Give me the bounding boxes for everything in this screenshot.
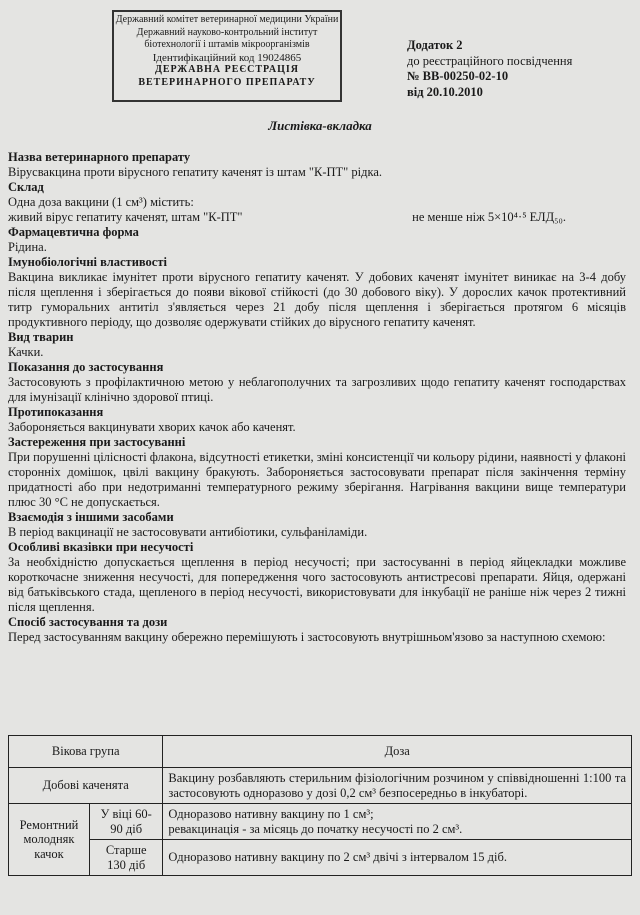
section-text: При порушенні цілісності флакона, відсутності етикетки, зміні консистенції чи кольору рідини, наявності у флаконі сторонніх домішок, цвілі вакцину бракують. Забороняється застосовувати препарат після закінчення терміну придатності або при недотриманні температурного режиму зберігання. Нагрівання вакцини вище температури плюс 30 °С не допускається. bbox=[8, 450, 626, 509]
section-text: В період вакцинації не застосовувати антибіотики, сульфаніламіди. bbox=[8, 525, 368, 539]
section-heading: Фармацевтична форма bbox=[8, 225, 139, 239]
section-text: За необхідністю допускається щеплення в період несучості; при застосуванні в період яйцекладки можливе короткочасне зниження несучості, для попередження чого застосовують антистресові препарати. Яйця, одержані від батьківського стада, щепленого в період несучості, використовувати для інкубації не раніше ніж через 2 тижні після щеплення. bbox=[8, 555, 626, 614]
stamp-line: Державний науково-контрольний інститут bbox=[136, 26, 318, 38]
dose-cell bbox=[163, 804, 632, 840]
stamp-line: ВЕТЕРИНАРНОГО ПРЕПАРАТУ bbox=[138, 76, 316, 88]
section-heading: Показання до застосування bbox=[8, 360, 164, 374]
dose-cell: Одноразово нативну вакцину по 2 см³ двічі з інтервалом 15 діб. bbox=[163, 840, 632, 876]
stamp-line: Державний комітет ветеринарної медицини України bbox=[115, 14, 339, 25]
table-row bbox=[9, 840, 632, 876]
table-header-row bbox=[9, 736, 632, 768]
subgroup-cell: Старше 130 діб bbox=[90, 840, 163, 876]
section-text: Вірусвакцина проти вірусного гепатиту каченят із штам "К-ПТ" рідка. bbox=[8, 165, 383, 179]
section-heading: Особливі вказівки при несучості bbox=[8, 540, 194, 554]
table-row bbox=[9, 804, 632, 840]
section-heading: Назва ветеринарного препарату bbox=[8, 150, 191, 164]
annex-line: до реєстраційного посвідчення bbox=[407, 53, 573, 68]
section-heading: Імунобіологічні властивості bbox=[8, 255, 167, 269]
section-text: Вакцина викликає імунітет проти вірусного гепатиту каченят. У добових качeнят імунітет виникає на 3-4 добу після щеплення і зберігається до появи вікової стійкості (до 30 добового віку). У дорослих качок протективний титр гуморальних антитіл з'являється через 21 добу після щеплення і зберігається протягом 6 місяців продуктивного періоду, що дозволяє одержувати стійких до вірусного гепатиту качeнят. bbox=[8, 270, 626, 329]
section-heading: Склад bbox=[8, 180, 44, 194]
section-text: Качки. bbox=[8, 345, 44, 359]
stamp-line: ДЕРЖАВНА РЕЄСТРАЦІЯ bbox=[155, 64, 299, 75]
registration-stamp bbox=[112, 10, 342, 102]
composition-amount: не менше ніж 5×10⁴·⁵ ЕЛД₅₀. bbox=[412, 210, 566, 224]
dose-cell: Вакцину розбавляють стерильним фізіологічним розчином у співвідношенні 1:100 та застосовують одноразово у дозі 0,2 см³ безпосередньо в інкубаторі. bbox=[163, 768, 632, 804]
stamp-code: Ідентифікаційний код 19024865 bbox=[152, 51, 302, 64]
section-heading: Спосіб застосування та дози bbox=[8, 615, 168, 629]
table-row bbox=[9, 768, 632, 804]
section-heading: Вид тварин bbox=[8, 330, 74, 344]
age-cell: Добові качeнята bbox=[9, 768, 163, 804]
section-text: Забороняється вакцинувати хворих качок або качeнят. bbox=[8, 420, 296, 434]
annex-date: від 20.10.2010 bbox=[407, 84, 483, 99]
table-header-dose: Доза bbox=[163, 736, 632, 768]
dosage-table bbox=[8, 735, 632, 876]
section-heading: Взаємодія з іншими засобами bbox=[8, 510, 174, 524]
section-heading: Застереження при застосуванні bbox=[8, 435, 186, 449]
document-body bbox=[8, 150, 626, 645]
annex-block bbox=[407, 38, 572, 100]
dose-line: ревакцинація - за місяць до початку несучості по 2 см³. bbox=[168, 821, 463, 836]
section-text: Рідина. bbox=[8, 240, 47, 254]
annex-number: № ВВ-00250-02-10 bbox=[407, 69, 509, 83]
document-title: Листівка-вкладка bbox=[268, 118, 372, 133]
dose-line: Одноразово нативну вакцину по 1 см³; bbox=[168, 807, 374, 821]
section-text: Перед застосуванням вакцину обережно перемішують і застосовують внутрішньом'язово за наступною схемою: bbox=[8, 630, 606, 644]
composition-component: живий вірус гепатиту каченят, штам "К-ПТ" bbox=[8, 210, 243, 224]
section-text: Одна доза вакцини (1 см³) містить: bbox=[8, 195, 194, 209]
stamp-line: біотехнології і штамів мікроорганізмів bbox=[144, 39, 310, 50]
annex-title: Додаток 2 bbox=[407, 38, 463, 52]
group-cell: Ремонтний молодняк качок bbox=[9, 804, 90, 876]
section-text: Застосовують з профілактичною метою у неблагополучних та загрозливих щодо гепатиту качeнят господарствах для імунізації клінічно здорової птиці. bbox=[8, 375, 626, 404]
table-header-age: Вікова група bbox=[9, 736, 163, 768]
composition-row bbox=[8, 210, 626, 225]
subgroup-cell: У віці 60-90 діб bbox=[90, 804, 163, 840]
section-heading: Протипоказання bbox=[8, 405, 104, 419]
